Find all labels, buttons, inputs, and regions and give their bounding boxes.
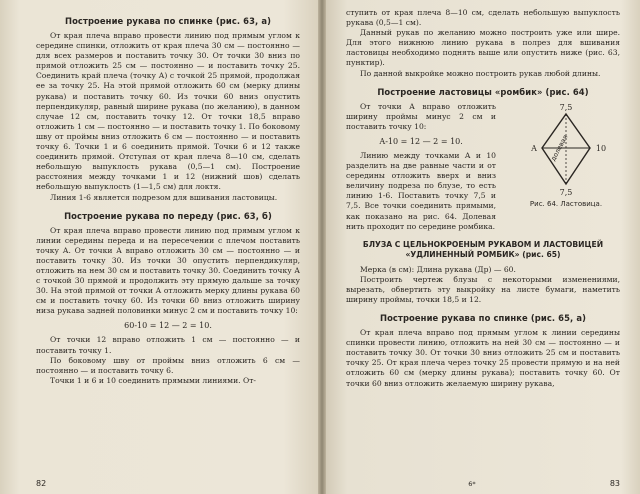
paragraph: Мерка (в см): Длина рукава (Др) — 60. [360, 264, 516, 274]
equation: А-10 = 12 — 2 = 10. [379, 136, 463, 146]
paragraph: По боковому шву от проймы вниз отложить 6 см — постоянно — и поставить точку 6. [36, 355, 300, 375]
paragraph: От точки 12 вправо отложить 1 см — постоянно — и поставить точку 1. [36, 335, 300, 355]
paragraph: Линия 1-6 является подрезом для вшивания ластовицы. [50, 192, 278, 202]
heading-sleeve-back-65: Построение рукава по спинке (рис. 65, а) [379, 313, 587, 324]
paragraph: От края плеча вправо под прямым углом к линии середины спинки провести линию, отложить на ней 30 см — постоянно — и поставить точку 30. От точки 30 вниз отложить 25 см и поставить точку 25. От края плеча через точку 25 провести прямую и на ней отложить 60 см (мерку длины рукава); поставить точку 60. От точки 60 вниз отложить желаемую ширину рукава, [346, 328, 620, 388]
paragraph: Построить чертеж блузы с некоторыми изменениями, вырезать, обвертить эту выкройку на листе бумаги, наметить ширину проймы, точки 18,5 и 12. [346, 274, 620, 304]
paragraph: От точки А вправо отложить ширину проймы минус 2 см и поставить точку 10: [346, 101, 496, 131]
paragraph: По данной выкройке можно построить рукав любой длины. [360, 68, 601, 78]
equation: 60-10 = 12 — 2 = 10. [124, 321, 212, 331]
rhombus-diagram [510, 102, 622, 198]
paragraph: От края плеча вправо провести линию под прямым углом к середине спинки, отложить от края плеча 30 см — постоянно — для всех размеров и поставить точку 30. От точки 30 вниз по прямой отложить 25 см — постоянно — и поставить точку 25. Соединить край плеча (точку А) с точкой 25 прямой, продолжая ее за точку 25. На этой прямой отложить 60 см (мерку длины рукава) и поставить точку 60. Из точки 60 вниз опустить перпендикуляр, равный ширине рукава (по желанию), в данном случае 12 см, поставить точку 12. От точки 18,5 вправо отложить 1 см — постоянно — и поставить точку 1. По боковому шву от проймы вниз отложить 6 см — постоянно — и поставить точку 6. Точки 1 и 6 соединить прямой. Точки 6 и 12 также соединить прямой. Отступая от края плеча 8—10 см, сделать небольшую выпуклость рукава (0,5—1 см). Построение расстояния между точками 1 и 12 (нижний шов) сделать небольшую выпуклость (1—1,5 см) для локтя. [36, 31, 300, 192]
paragraph: От края плеча вправо провести линию под прямым углом к линии середины переда и на пересечении с плечом поставить точку А. От точки А вправо отложить 30 см — постоянно — и поставить точку 30. Из точки 30 опустить перпендикуляр, отложить на нем 30 см и поставить точку 30. Соединить точку А с точкой 30 прямой и продолжить эту прямую дальше за точку 30. На этой прямой от точки А отложить мерку длины рукава 60 см и поставить точку 60. Из точки 60 вниз отложить ширину низа рукава задней половинки минус 2 см и поставить точку 10: [36, 225, 300, 316]
paragraph: Данный рукав по желанию можно построить уже или шире. Для этого нижнюю линию рукава в полрез для вшивания ластовицы необходимо поднять выше или опустить ниже (рис. 63, пунктир). [346, 28, 620, 68]
heading-blouse: БЛУЗА С ЦЕЛЬНОКРОЕНЫМ РУКАВОМ И ЛАСТОВИЦЕЙ «УДЛИНЕННЫЙ РОМБИК» (рис. 65) [362, 239, 604, 259]
heading-sleeve-front: Построение рукава по переду (рис. 63, б) [64, 210, 272, 221]
label-bottom: 7,5 [559, 187, 573, 197]
figure-caption: Рис. 64. Ластовица. [529, 199, 603, 208]
figure-text [346, 102, 496, 232]
paragraph: ступить от края плеча 8—10 см, сделать небольшую выпуклость рукава (0,5—1 см). [346, 8, 620, 28]
right-page [322, 0, 640, 494]
heading-sleeve-back: Построение рукава по спинке (рис. 63, а) [64, 16, 272, 26]
paragraph: Линию между точками А и 10 разделить на две равные части и от середины отложить вверх и вниз величину подреза по блузе, то есть линию 1-6. Поставить точку 7,5 и 7,5. Все точки соединить прямыми, как показано на рис. 64. Долевая нить проходит по середине ромбика. [346, 150, 496, 231]
label-grain: долевая [549, 133, 570, 163]
page-number: 82 [36, 479, 47, 488]
gusset-figure [510, 102, 622, 208]
figure-block [346, 102, 620, 232]
label-top: 7,5 [559, 102, 573, 112]
heading-gusset: Построение ластовицы «ромбик» (рис. 64) [377, 86, 589, 97]
paragraph: Точки 1 и 6 и 10 соединить прямыми линиями. От- [50, 375, 256, 385]
label-left: А [530, 143, 538, 153]
book-gutter [318, 0, 326, 494]
rhombus-shape [542, 114, 590, 184]
signature-mark: 6* [468, 480, 476, 488]
page-number: 83 [609, 479, 620, 488]
label-right: 10 [595, 143, 607, 153]
